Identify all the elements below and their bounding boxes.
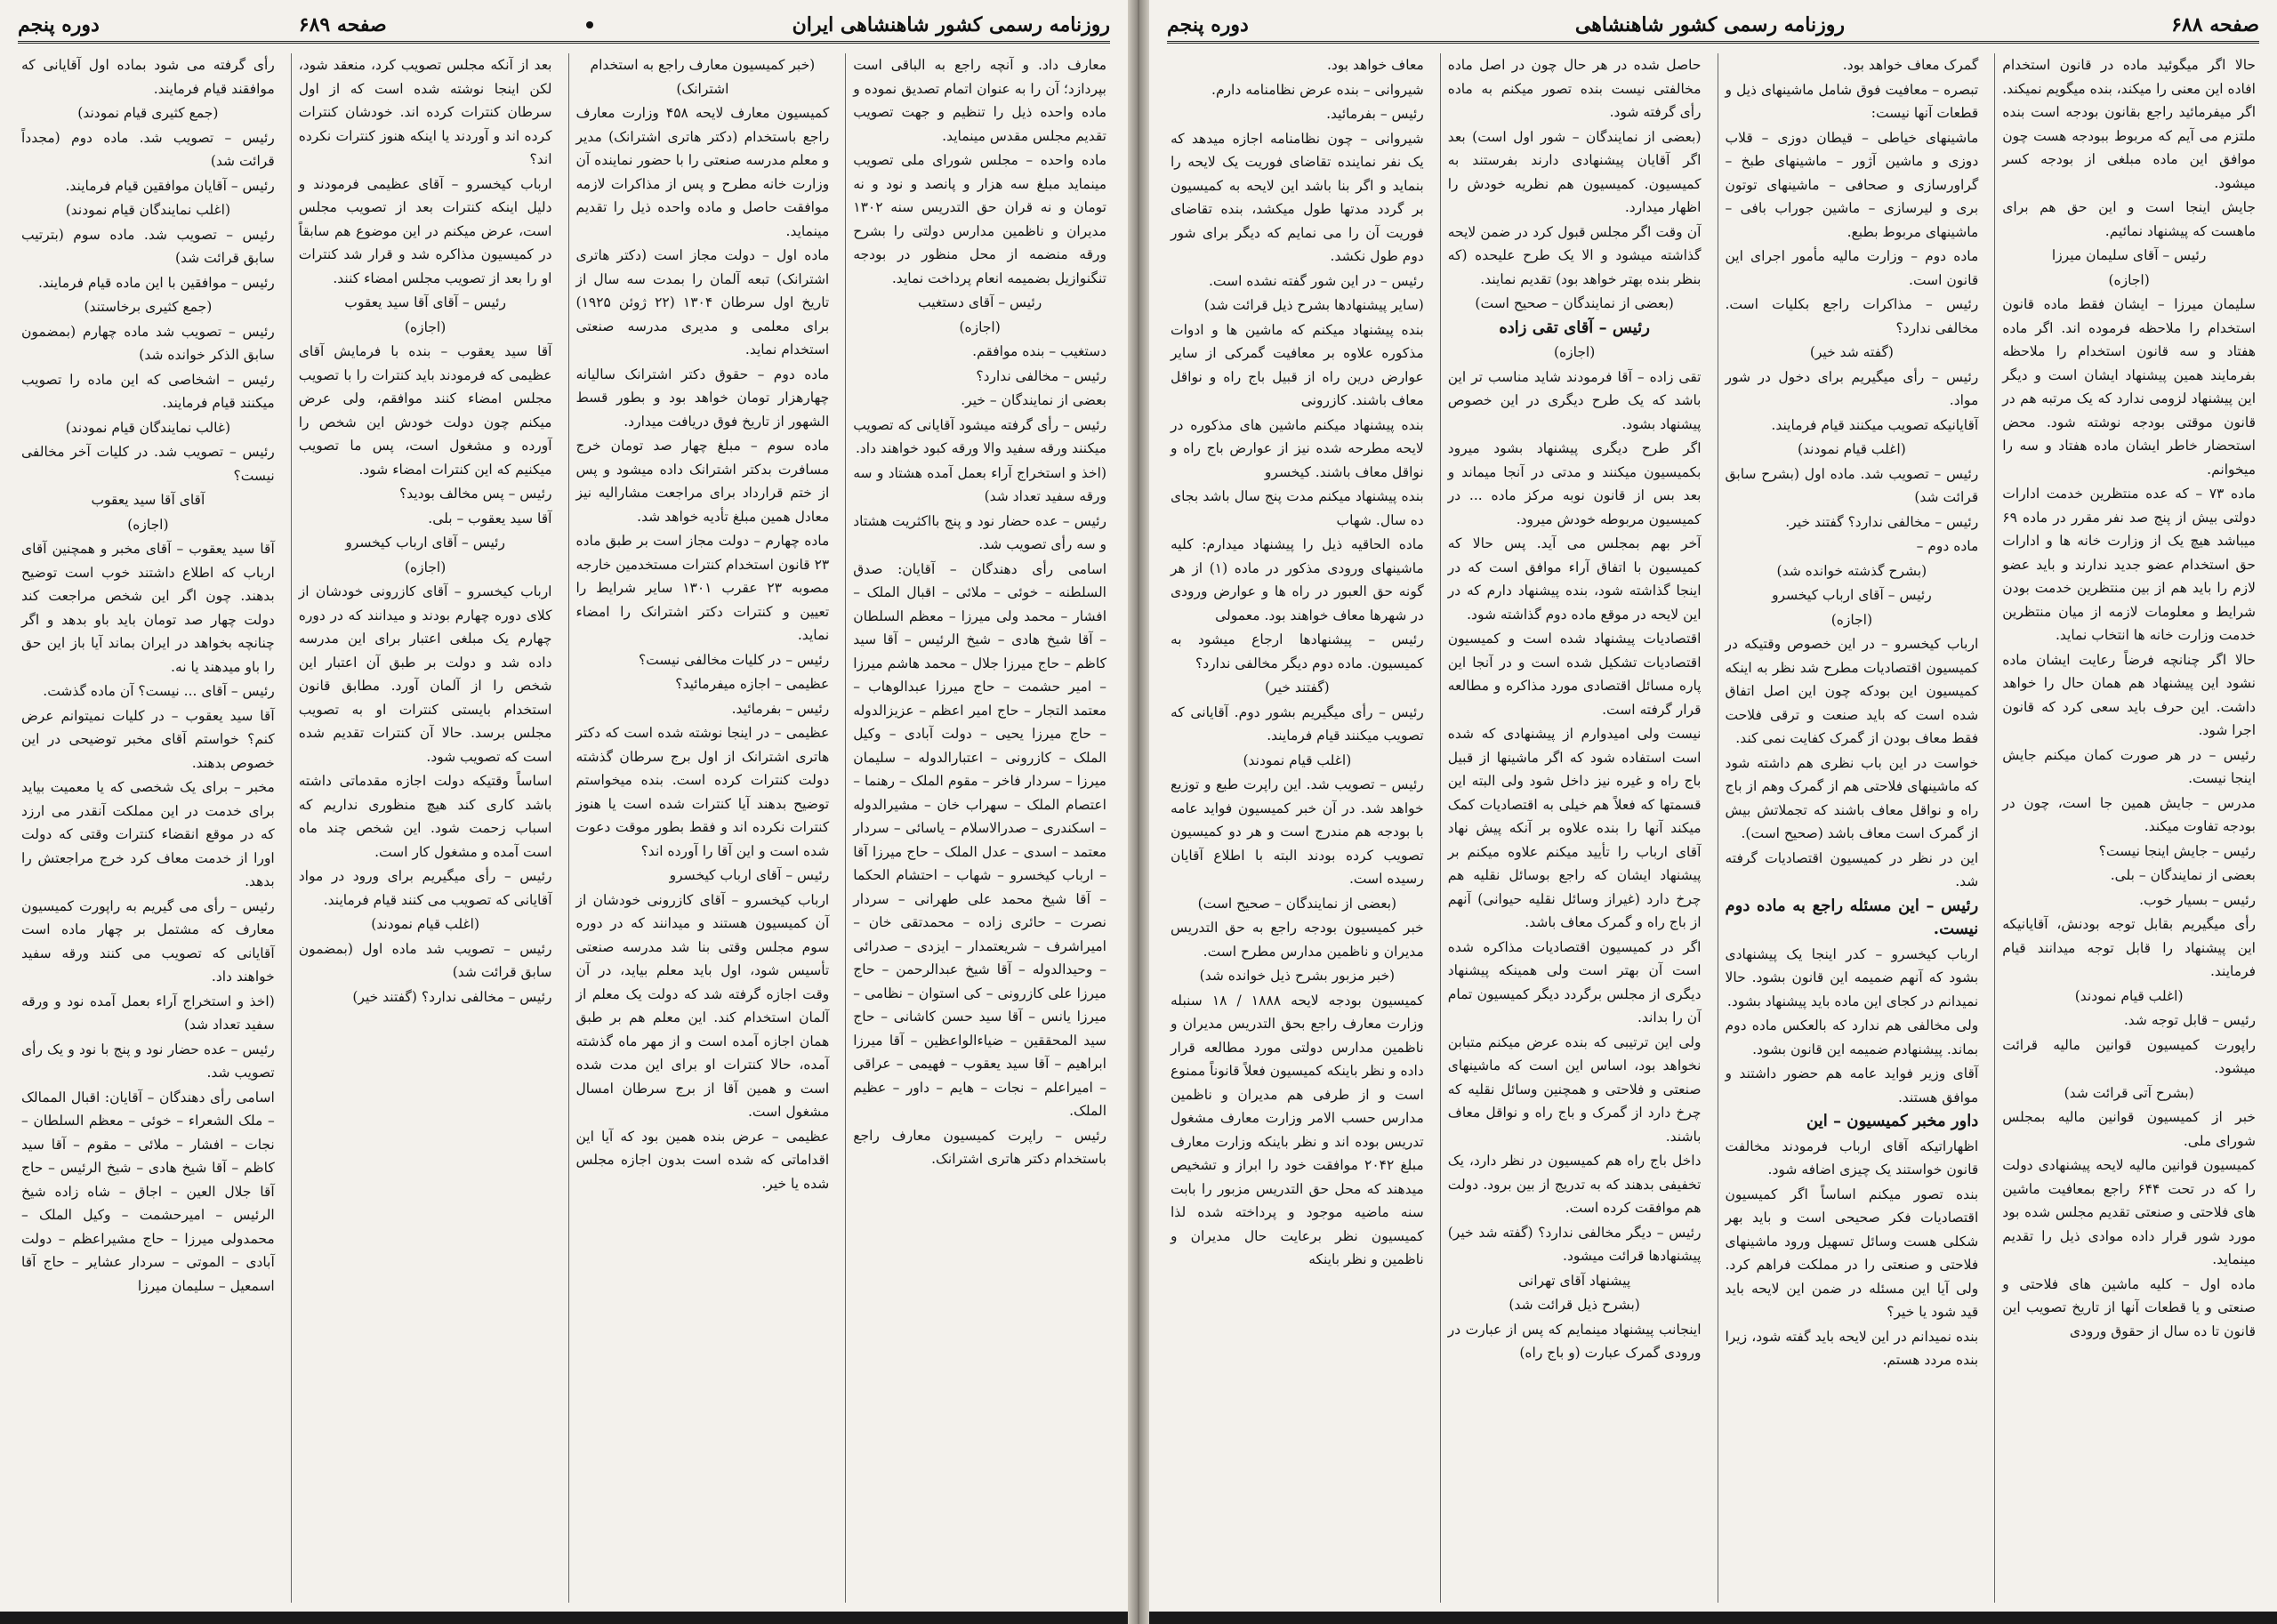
header-dot-icon bbox=[586, 21, 593, 28]
paragraph: ارباب کیخسرو – کدر اینجا یک پیشنهادی بشود که آنهم ضمیمه این قانون بشود. حالا نمیدانم در کجای این ماده باید پیشنهاد بشود. bbox=[1725, 945, 1979, 1009]
paragraph: آقای وزیر فواید عامه هم حضور داشتند و موافق هستند. bbox=[1725, 1065, 1979, 1105]
paragraph: ماده واحده – مجلس شورای ملی تصویب مینماید مبلغ سه هزار و پانصد و نود و نه تومان و نه قران حق التدریس سنه ۱۳۰۲ مدیران و ناظمین مدارس دولتی را بشرح ورقه منضمه از محل منظور در بودجه تنگنوازیل بضمیمه انعام پرداخت نماید. bbox=[853, 152, 1106, 286]
paragraph: ولی مخالفی هم ندارد که بالعکس ماده دوم بماند. پیشنهادم ضمیمه این قانون بشود. bbox=[1725, 1017, 1979, 1057]
paragraph: ولی این ترتیبی که بنده عرض میکنم متبابن نخواهد بود، اساس این است که ماشینهای صنعتی و فلاحتی و همچنین وسائل نقلیه که چرخ دارد از گمرک و باج راه و نواقل معاف باشند. bbox=[1447, 1033, 1702, 1145]
paragraph: ماده الحاقیه ذیل را پیشنهاد میدارم: کلیه ماشینهای ورودی مذکور در ماده (۱) از هر گونه حق العبور در راه ها و عوارض ورودی در شهرها معاف خواهند بود. معمولی bbox=[1171, 536, 1424, 623]
paragraph: رئیس – مذاکرات راجع بکلیات است. مخالفی ندارد؟ bbox=[1725, 296, 1979, 336]
paragraph: رئیس – آقای دستغیب bbox=[917, 294, 1042, 310]
paragraph: رئیس – رأی می گیریم به راپورت کمیسیون معارف که مشتمل بر چهار ماده است آقایانی که تصویب می کنند ورقه سفید خواهند داد. bbox=[21, 897, 275, 985]
paragraph: رئیس – تصویب شد. ماده دوم (مجدداً قرائت شد) bbox=[21, 129, 275, 169]
right-column-2 bbox=[1718, 53, 1986, 1603]
paragraph: ماده اول – دولت مجاز است (دکتر هاتری اشترانک) تبعه آلمان را بمدت سه سال از تاریخ اول سرطان ۱۳۰۴ (۲۲ ژوئن ۱۹۲۵) برای معلمی و مدیری مدرسه صنعتی استخدام نماید. bbox=[575, 247, 830, 358]
paragraph: (اخذ و استخراج آراء بعمل آمده هشتاد و سه ورقه سفید تعداد شد) bbox=[853, 464, 1106, 504]
paragraph: رئیس – تصویب شد ماده اول (بمضمون سابق قرائت شد) bbox=[298, 940, 552, 980]
right-columns bbox=[1163, 53, 2263, 1603]
left-page bbox=[0, 0, 1128, 1624]
paragraph: بعضی از نمایندگان – خیر. bbox=[961, 392, 1106, 408]
paragraph: آقا سید یعقوب – آقای مخبر و همچنین آقای ارباب که اطلاع داشتند خوب است توضیح بدهند. چون اگر این شخص مراجعت کند دولت چهار صد تومان باید باو بدهد و اگر چنانچه بخواهد در ایران بماند آیا باز این حق را باو میدهند یا نه. bbox=[21, 541, 275, 675]
paragraph: آقای آقا سید یعقوب bbox=[91, 492, 205, 508]
paragraph: عظیمی – در اینجا نوشته شده است که دکتر هاتری اشترانک از اول برج سرطان گذشته دولت کنترات کرده است. بنده میخواستم توضیح بدهند آیا کنترات شده است یا هنوز کنترات نکرده اند و فقط بطور موقت دعوت شده است و این آقا را آورده اند؟ bbox=[575, 725, 830, 859]
right-page-number: صفحه ۶۸۸ bbox=[2171, 13, 2259, 36]
paragraph: (بشرح آتی قرائت شد) bbox=[2064, 1084, 2194, 1101]
left-columns bbox=[14, 53, 1114, 1603]
paragraph: رئیس – مخالفی ندارد؟ bbox=[976, 367, 1106, 384]
paragraph: (اجازه) bbox=[404, 559, 447, 575]
paragraph: (سایر پیشنهادها بشرح ذیل قرائت شد) bbox=[1203, 297, 1424, 313]
paragraph: خبر کمیسیون بودجه راجع به حق التدریس مدیران و ناظمین مدارس مطرح است. bbox=[1171, 920, 1424, 960]
paragraph: ارباب کیخسرو – در این خصوص وقتیکه در کمیسیون اقتصادیات مطرح شد نظر به اینکه کمیسیون این بودکه چون این اصل اتفاق شده است که باید صنعت و ترقی فلاحت فقط معاف بودن از گمرک کفایت نمی کند. bbox=[1725, 636, 1979, 746]
right-column-1 bbox=[1994, 53, 2263, 1603]
paragraph: سلیمان میرزا – ایشان فقط ماده قانون استخدام را ملاحظه فرموده اند. اگر ماده هفتاد و سه قانون استخدام را ملاحظه بفرمایند همین پیشنهاد ایشان است و دیگر این پیشنهاد لزومی ندارد که یک مرتبه هم در قانون موقتی بودجه نوشته شود. محض استحضار خاطر ایشان ماده هفتاد و سه را میخوانم. bbox=[2002, 296, 2256, 478]
paragraph: رئیس – پس مخالف بودید؟ bbox=[399, 486, 552, 502]
paragraph: رئیس – رأی میگیریم برای ورود در مواد آقایانی که تصویب می کنند قیام فرمایند. bbox=[298, 868, 552, 908]
paragraph: ماده چهارم – دولت مجاز است بر طبق ماده ۲۳ قانون استخدام کنترات مستخدمین خارجه مصوبه ۲۳ عقرب ۱۳۰۱ سایر شرایط را تعیین و کنترات دکتر اشترانک را امضاء نماید. bbox=[575, 533, 830, 643]
paragraph: ماده دوم – bbox=[1916, 538, 1979, 554]
paragraph: (اجازه) bbox=[959, 318, 1001, 335]
paragraph: رئیس – قابل توجه شد. bbox=[2123, 1012, 2256, 1028]
paragraph: رئیس – بفرمائید. bbox=[1326, 106, 1424, 122]
paragraph: رئیس – رأی گرفته میشود آقایانی که تصویب میکنند ورقه سفید والا ورقه کبود خواهند داد. bbox=[853, 416, 1106, 456]
left-column-3 bbox=[291, 53, 559, 1603]
paragraph: آقا سید یعقوب – در کلیات نمیتوانم عرض کنم؟ خواستم آقای مخبر توضیحی در این خصوص بدهند. bbox=[21, 707, 275, 771]
paragraph: رئیس – رأی میگیریم بشور دوم. آقایانی که تصویب میکنند قیام فرمایند. bbox=[1171, 703, 1424, 744]
paragraph: (بعضی از نمایندگان – صحیح است) bbox=[1197, 895, 1397, 912]
left-column-4 bbox=[14, 53, 282, 1603]
paragraph: راپورت کمیسیون قوانین مالیه قرائت میشود. bbox=[2002, 1036, 2256, 1076]
paragraph: ماده دوم – وزارت مالیه مأمور اجرای این قانون است. bbox=[1725, 248, 1979, 288]
paragraph: (اغلب قیام نمودند) bbox=[1797, 441, 1906, 457]
paragraph: (بعضی از نمایندگان – صحیح است) bbox=[1475, 295, 1674, 311]
paragraph: (اجازه) bbox=[1553, 344, 1596, 360]
paragraph: رئیس – عده حضار نود و پنج با نود و یک رأی تصویب شد. bbox=[21, 1041, 275, 1081]
paragraph: عظیمی – اجازه میفرمائید؟ bbox=[675, 676, 830, 692]
paragraph: معارف داد. و آنچه راجع به الباقی است بپردازد؛ آن را به عنوان اتمام تصدیق نموده و ماده واحده ذیل را تنظیم و جهت تصویب تقدیم مجلس مقدس مینماید. bbox=[853, 57, 1106, 144]
paragraph: (گفتند خیر) bbox=[1265, 679, 1330, 695]
paragraph: بعد از آنکه مجلس تصویب کرد، منعقد شود، لکن اینجا نوشته شده است که از اول سرطان کنترات کرده اند. خودشان کنترات کرده اند و آوردند یا اینکه هنوز کنترات نکرده اند؟ bbox=[298, 57, 552, 167]
paragraph: دستغیب – بنده موافقم. bbox=[972, 343, 1106, 359]
right-bottom-bar bbox=[1149, 1612, 2277, 1624]
paragraph: خبر از کمیسیون قوانین مالیه بمجلس شورای ملی. bbox=[2002, 1109, 2256, 1149]
paragraph: عظیمی – عرض بنده همین بود که آیا این اقداماتی که شده است بدون اجازه مجلس شده یا خیر. bbox=[575, 1128, 830, 1192]
paragraph: رئیس – آقای ... نیست؟ آن ماده گذشت. bbox=[43, 683, 275, 699]
paragraph: نیست ولی امیدوارم از پیشنهادی که شده است استفاده شود که اگر ماشینها از قبیل باج راه و غیره نیز داخل شود ولی البته این قسمتها که فعلاً هم خیلی به اقتصادیات کمک میکند آنها را بنده علاوه بر آنکه پیش نهاد آقای ارباب را تأیید میکنم علاوه میکنم بر پیشنهاد ایشان که راجع بوسائل نقلیه هم چرخ دارد (غیراز وسائل نقلیه حیوانی) آنهم از باج راه و گمرک معاف باشد. bbox=[1447, 726, 1702, 930]
paragraph: کمیسیون قوانین مالیه لایحه پیشنهادی دولت را که در تحت ۶۴۴ راجع بمعافیت ماشین های فلاحتی و صنعتی تقدیم مجلس شده بود مورد شور قرار داده موادی ذیل را تقدیم مینماید. bbox=[2002, 1157, 2256, 1267]
paragraph: آقایانیکه تصویب میکنند قیام فرمایند. bbox=[1771, 416, 1979, 433]
paragraph: مدرس – جایش همین جا است، چون در بودجه تفاوت میکند. bbox=[2002, 794, 2256, 834]
paragraph: رأی میگیریم بقابل توجه بودنش، آقایانیکه این پیشنهاد را قابل توجه میدانند قیام فرمایند. bbox=[2002, 916, 2256, 979]
paragraph: (جمع کثیری قیام نمودند) bbox=[77, 105, 219, 121]
left-column-1 bbox=[845, 53, 1114, 1603]
paragraph: حالا اگر میگوئید ماده در قانون استخدام افاده این معنی را میکند، بنده میگویم نمیکند. اگر میفرمائید راجع بقانون بودجه است بنده ملتزم می آیم که مربوط ببودجه هست چون موافق این ماده مبلغی از بودجه کسر میشود. bbox=[2002, 57, 2256, 191]
paragraph: اظهاراتیکه آقای ارباب فرمودند مخالفت قانون خواستند یک چیزی اضافه شود. bbox=[1725, 1138, 1979, 1178]
right-column-4 bbox=[1163, 53, 1431, 1603]
right-page-header bbox=[1167, 9, 2259, 44]
paragraph: رئیس – آقایان موافقین قیام فرمایند. bbox=[65, 177, 275, 194]
paragraph: رئیس – در کلیات مخالفی نیست؟ bbox=[638, 651, 830, 668]
paragraph: حاصل شده در هر حال چون در اصل ماده مخالفتی نیست بنده تصور میکنم به ماده رأی گرفته شود. bbox=[1447, 57, 1702, 120]
paragraph: بنده پیشنهاد میکنم که ماشین ها و ادوات مذکوره علاوه بر معافیت گمرکی از سایر عوارض درین راه از قبیل باج راه و نواقل معاف باشند. کازرونی bbox=[1171, 321, 1424, 408]
left-bottom-bar bbox=[0, 1612, 1128, 1624]
paragraph: اسامی رأی دهندگان – آقایان: صدق السلطنه – خوئی – ملائی – اقبال الملک – افشار – محمد ولی میرزا – معظم السلطان – آقا شیخ هادی – شیخ الرئیس – آقا سید کاظم – حاج میرزا جلال – محمد هاشم میرزا – امیر حشمت – حاج میرزا عبدالوهاب – معتمد التجار – حاج امیر اعظم – عزیزالدوله – حاج میرزا یحیی – دولت آبادی – وکیل الملک – کازرونی – اعتبارالدوله – سلیمان میرزا – سردار فاخر – مقوم الملک – رهنما – اعتصام الملک – سهراب خان – مشیرالدوله – اسکندری – صدرالاسلام – یاسائی – سردار معتمد – اسدی – عدل الملک – حاج میرزا آقا – ارباب کیخسرو – شهاب – احتشام الحکما – آقا شیخ محمد علی طهرانی – سردار نصرت – حائری زاده – محمدتقی خان – امیراشرف – شریعتمدار – ایزدی – صدرائی – وحیدالدوله – آقا شیخ عبدالرحمن – حاج میرزا علی کازرونی – کی استوان – نظامی – میرزا یانس – آقا سید حسن کاشانی – حاج سید المحققین – ضیاءالواعظین – آقا میرزا ابراهیم – آقا سید یعقوب – فهیمی – عراقی – امیراعلم – نجات – هایم – داور – عظیم الملک. bbox=[853, 560, 1106, 1119]
paragraph: (خبر کمیسیون معارف راجع به استخدام اشترانک) bbox=[590, 57, 816, 97]
paragraph: اسامی رأی دهندگان – آقایان: اقبال الممالک – ملک الشعراء – خوئی – معظم السلطان – نجات – افشار – ملائی – مقوم – آقا سید کاظم – آقا شیخ هادی – شیخ الرئیس – حاج آقا جلال العین – اجاق – شاه زاده شیخ الرئیس – امیرحشمت – وکیل الملک – محمدولی میرزا – حاج مشیراعظم – دولت آبادی – الموتی – سردار عشایر – حاج آقا اسمعیل – سلیمان میرزا bbox=[21, 1089, 275, 1294]
paragraph: (اغلب نمایندگان قیام نمودند) bbox=[65, 202, 231, 218]
paragraph: رئیس – آقای سلیمان میرزا bbox=[2051, 247, 2207, 263]
paragraph: آقا سید یعقوب – بنده با فرمایش آقای عظیمی که فرمودند باید کنترات را با تصویب مجلس امضاء کنند موافقم، ولی عرض میکنم چون دولت خودش این شخص را آورده و مشغول است، پس ما تصویب میکنیم که این کنترات امضاء شود. bbox=[298, 343, 552, 478]
paragraph: ارباب کیخسرو – آقای کازرونی خودشان از کلای دوره چهارم بودند و میدانند که در دوره چهارم یک مبلغی اعتبار برای این مدرسه داده شد و دولت بر طبق آن اعتبار این شخص را از آلمان آورد. مطابق قانون استخدام بایستی کنترات او به تصویب مجلس برسد. حالا آن کنترات تقدیم شده است که تصویب شود. bbox=[298, 583, 552, 765]
paragraph: (بشرح ذیل قرائت شد) bbox=[1509, 1297, 1640, 1313]
paragraph: خواست در این باب نظری هم داشته شود که ماشینهای فلاحتی هم از گمرک وهم از باج راه و نواقل معاف باشند که تجملاتش بیش از گمرک است معاف باشد (صحیح است). bbox=[1725, 754, 1979, 841]
paragraph: ماده ۷۳ – که عده منتظرین خدمت ادارات دولتی بیش از پنج صد نفر مقرر در ماده ۶۹ میباشد هیچ یک از وزارت خانه ها و ادارات حق استخدام عضو جدید ندارند و باید عضو لازم را باید هم از بین منتظرین خدمت بودن شرایط و معلومات لازمه از میان منتظرین خدمت وزارت خانه ها انتخاب نماید. bbox=[2002, 486, 2256, 643]
paragraph: پیشنهاد آقای تهرانی bbox=[1518, 1272, 1631, 1289]
paragraph: رئیس – بفرمائید. bbox=[731, 700, 830, 717]
paragraph: رئیس – عده حضار نود و پنج بااکثریت هشتاد و سه رأی تصویب شد. bbox=[853, 512, 1106, 552]
paragraph: (گفته شد خیر) bbox=[1809, 344, 1894, 360]
paragraph: ارباب کیخسرو – آقای کازرونی خودشان از آن کمیسیون هستند و میدانند که در دوره سوم مجلس وقتی بنا شد مدرسه صنعتی تأسیس شود، اول باید معلم بیاید، در آن وقت اجازه گرفته شد که دولت یک معلم از آلمان استخدام کند. این معلم هم بر طبق همان اجازه آمده است و از مهر ماه گذشته آمده، حالا کنترات او برای این مدت شده است و همین آقا از برج سرطان امسال مشغول است. bbox=[575, 891, 830, 1120]
left-journal-title: روزنامه رسمی کشور شاهنشاهی ایران bbox=[792, 13, 1110, 36]
paragraph: رئیس – مخالفی ندارد؟ (گفتند خیر) bbox=[352, 988, 552, 1005]
paragraph: شیروانی – چون نظامنامه اجازه میدهد که یک نفر نماینده تقاضای فوریت یک لایحه را بنماید و اگر بنا باشد این لایحه به کمیسیون بر گردد مدتها طول میکشد، بنده تقاضای فوریت آن را می نمایم که دیگر برای شور دوم طول نکشد. bbox=[1171, 130, 1424, 264]
paragraph: رئیس – این مسئله راجع به ماده دوم نیست. bbox=[1725, 896, 1979, 938]
paragraph: بعضی از نمایندگان – بلی. bbox=[2110, 867, 2256, 883]
paragraph: رئیس – تصویب شد. این راپرت طبع و توزیع خواهد شد. در آن خبر کمیسیون فواید عامه با بودجه هم مندرج است و هر دو کمیسیون تصویب کرده بودند البته با اطلاع آقایان رسیده است. bbox=[1171, 776, 1424, 887]
paragraph: رئیس – آقای ارباب کیخسرو bbox=[345, 535, 505, 551]
paragraph: ارباب کیخسرو – آقای عظیمی فرمودند و دلیل اینکه کنترات بعد از تصویب مجلس است، عرض میکنم در این موضوع هم سابقاً در کمیسیون مذاکره شد و قرار شد کنترات او را بعد از تصویب مجلس امضاء کنند. bbox=[298, 175, 552, 286]
paragraph: (اغلب قیام نمودند) bbox=[371, 916, 479, 932]
paragraph: این در نظر در کمیسیون اقتصادیات گرفته شد. bbox=[1725, 849, 1979, 889]
paragraph: (بشرح گذشته خوانده شد) bbox=[1776, 562, 1927, 579]
paragraph: حالا اگر چنانچه فرضاً رعایت ایشان ماده نشود این پیشنهاد هم همان حال را خواهد داشت. این حرف باید سعی کرد که قانون اجرا شود. bbox=[2002, 651, 2256, 738]
right-column-3 bbox=[1440, 53, 1709, 1603]
paragraph: ماشینهای خیاطی – قیطان دوزی – قلاب دوزی و ماشین آژور – ماشینهای طبخ – گراورسازی و صحافی – ماشینهای توتون بری و لیرسازی – ماشین جوراب بافی – ماشینهای مربوط بطبع. bbox=[1725, 129, 1979, 240]
paragraph: (اغلب قیام نمودند) bbox=[2074, 987, 2184, 1004]
paragraph: بنده تصور میکنم اساساً اگر کمیسیون اقتصادیات فکر صحیحی است و باید بهر شکلی هست وسائل تسهیل ورود ماشینهای فلاحتی و صنعتی را در مملکت فراهم کرد. ولی آیا این مسئله در ضمن این لایحه باید قید شود یا خیر؟ bbox=[1725, 1186, 1979, 1320]
paragraph: اساساً وقتیکه دولت اجازه مقدماتی داشته باشد کاری کند هیچ منظوری نداریم که اسباب زحمت شود. این شخص چند ماه است آمده و مشغول کار است. bbox=[298, 773, 552, 860]
paragraph: معاف خواهد بود. bbox=[1326, 57, 1424, 73]
paragraph: مخبر – برای یک شخصی که یا معمیت بیاید برای خدمت در این مملکت آنقدر می ارزد که در موقع انقضاء کنترات وقتی که دولت اورا از خدمت معاف کرد خرج مراجعتش را بدهد. bbox=[21, 779, 275, 889]
paragraph: (جمع کثیری برخاستند) bbox=[84, 299, 213, 315]
left-column-2 bbox=[568, 53, 837, 1603]
left-page-number: صفحه ۶۸۹ bbox=[298, 13, 387, 36]
paragraph: رئیس – آقای آقا سید یعقوب bbox=[344, 294, 506, 310]
paragraph: (اجازه) bbox=[1830, 611, 1873, 628]
paragraph: اینجانب پیشنهاد مینمایم که پس از عبارت در ورودی گمرک عبارت (و باج راه) bbox=[1447, 1321, 1702, 1361]
paragraph: رئیس – تصویب شد. در کلیات آخر مخالفی نیست؟ bbox=[21, 444, 275, 484]
paragraph: (اجازه) bbox=[2108, 271, 2150, 288]
paragraph: رئیس – مخالفی ندارد؟ گفتند خیر. bbox=[1785, 513, 1979, 530]
left-session-label: دوره پنجم bbox=[18, 13, 100, 36]
paragraph: رئیس – موافقین با این ماده قیام فرمایند. bbox=[37, 274, 275, 291]
paragraph: اگر طرح دیگری پیشنهاد بشود میرود بکمیسیون میکنند و مدتی در آنجا میماند و بعد بس از قانون نوبه مرکز ماده ... در کمیسیون مربوطه خودش میرود. bbox=[1447, 440, 1702, 527]
paragraph: رئیس – در هر صورت کمان میکنم جایش اینجا نیست. bbox=[2002, 746, 2256, 786]
paragraph: (بعضی از نمایندگان – شور اول است) بعد اگر آقایان پیشنهادی دارند بفرستند به کمیسیون. کمیسیون هم نظریه خودش را اظهار میدارد. bbox=[1447, 128, 1702, 215]
right-page bbox=[1149, 0, 2277, 1624]
paragraph: اقتصادیات پیشنهاد شده است و کمیسیون اقتصادیات تشکیل شده است و در آنجا این پاره مسائل اقتصادی مورد مذاکره و مطالعه قرار گرفته است. bbox=[1447, 631, 1702, 718]
paragraph: رئیس – رأی میگیریم برای دخول در شور مواد. bbox=[1725, 368, 1979, 408]
paragraph: رئیس – تصویب شد. ماده سوم (بترتیب سابق قرائت شد) bbox=[21, 226, 275, 266]
paragraph: (اغلب قیام نمودند) bbox=[1243, 752, 1352, 768]
paragraph: رئیس – آقای ارباب کیخسرو bbox=[669, 867, 830, 883]
paragraph: آخر بهم بمجلس می آید. پس حالا که کمیسیون با اتفاق آراء موافق است که در اینجا گذاشته شود، بنده پیشنهاد دارم که در این لایحه در موقع ماده دوم گذاشته شود. bbox=[1447, 535, 1702, 623]
right-session-label: دوره پنجم bbox=[1167, 13, 1249, 36]
paragraph: (اخذ و استخراج آراء بعمل آمده نود و ورقه سفید تعداد شد) bbox=[21, 993, 275, 1033]
paragraph: رئیس – دیگر مخالفی ندارد؟ (گفته شد خیر) پیشنهادها قرائت میشود. bbox=[1447, 1224, 1702, 1264]
paragraph: گمرک معاف خواهد بود. bbox=[1842, 57, 1979, 73]
paragraph: ماده اول – کلیه ماشین های فلاحتی و صنعتی و یا قطعات آنها از تاریخ تصویب این قانون تا ده سال از حقوق ورودی bbox=[2002, 1275, 2256, 1339]
paragraph: رئیس – بسیار خوب. bbox=[2139, 891, 2256, 908]
paragraph: رئیس – اشخاصی که این ماده را تصویب میکنند قیام فرمایند. bbox=[21, 371, 275, 411]
paragraph: آقا سید یعقوب – بلی. bbox=[428, 510, 552, 527]
paragraph: رئیس – راپرت کمیسیون معارف راجع باستخدام دکتر هاتری اشترانک. bbox=[853, 1127, 1106, 1167]
paragraph: بنده پیشنهاد میکنم ماشین های مذکوره در لایحه مطرحه شده نیز از عوارض باج راه و نواقل معاف باشند. کیخسرو bbox=[1171, 416, 1424, 480]
paragraph: تقی زاده – آقا فرمودند شاید مناسب تر این باشد که یک طرح دیگری در این خصوص پیشنهاد بشود. bbox=[1447, 368, 1702, 432]
paragraph: آن وقت اگر مجلس قبول کرد در ضمن لایحه گذاشته میشود و الا یک طرح علیحده (که بنظر بنده بهتر خواهد بود) تقدیم نمایند. bbox=[1447, 223, 1702, 287]
paragraph: ماده سوم – مبلغ چهار صد تومان خرج مسافرت بدکتر اشترانک داده میشود و پس از ختم قرارداد برای مراجعت مشارالیه نیز معادل همین مبلغ تأدیه خواهد شد. bbox=[575, 438, 830, 525]
right-journal-title: روزنامه رسمی کشور شاهنشاهی bbox=[1574, 13, 1846, 36]
paragraph: رئیس – تصویب شد ماده چهارم (بمضمون سابق الذکر خوانده شد) bbox=[21, 323, 275, 363]
paragraph: رئیس – در این شور گفته نشده است. bbox=[1208, 272, 1424, 289]
paragraph: رئیس – پیشنهادها ارجاع میشود به کمیسیون. ماده دوم دیگر مخالفی ندارد؟ bbox=[1171, 631, 1424, 671]
paragraph: (غالب نمایندگان قیام نمودند) bbox=[65, 419, 231, 436]
paragraph: (اجازه) bbox=[127, 516, 169, 533]
paragraph: رئیس – آقای تقی زاده bbox=[1499, 318, 1650, 337]
paragraph: کمیسیون معارف لایحه ۴۵۸ وزارت معارف راجع باستخدام (دکتر هاتری اشترانک) مدیر و معلم مدرسه صنعتی را با حضور نماینده آن وزارت خانه مطرح و پس از مذاکرات لازمه موافقت حاصل و ماده واحده ذیل را تقدیم مینماید. bbox=[575, 105, 830, 239]
paragraph: رأی گرفته می شود بماده اول آقایانی که موافقند قیام فرمایند. bbox=[21, 57, 275, 97]
paragraph: رئیس – آقای ارباب کیخسرو bbox=[1772, 587, 1932, 603]
paragraph: بنده پیشنهاد میکنم مدت پنج سال باشد بجای ده سال. شهاب bbox=[1171, 488, 1424, 528]
paragraph: کمیسیون بودجه لایحه ۱۸۸۸ / ۱۸ سنبله وزارت معارف راجع بحق التدریس مدیران و ناظمین مدارس دولتی مورد مطالعه قرار داده و نظر باینکه کمیسیون فعلاً قانوناً ممنوع است و از طرفی هم مدیران و ناظمین مدارس حسب الامر وزارت معارف مشغول تدریس بوده اند و نظر باینکه وزارت معارف مبلغ ۲۰۴۲ موافقت خود را ابراز و تشخیص میدهند که محل حق التدریس مزبور را بابت سنه ماضیه موجود و پرداخته شده لذا کمیسیون نظر برعایت حال مدیران و ناظمین و نظر باینکه bbox=[1171, 992, 1424, 1267]
paragraph: داخل باج راه هم کمیسیون در نظر دارد، یک تخفیفی بدهند که به تدریج از بین برود. دولت هم موافقت کرده است. bbox=[1447, 1153, 1702, 1216]
paragraph: جایش اینجا است و این حق هم برای ماهست که پیشنهاد نمائیم. bbox=[2002, 199, 2256, 239]
paragraph: (اجازه) bbox=[404, 318, 447, 335]
paragraph: داور مخبر کمیسیون – این bbox=[1806, 1112, 1979, 1130]
paragraph: رئیس – تصویب شد. ماده اول (بشرح سابق قرائت شد) bbox=[1725, 465, 1979, 505]
binding-gutter bbox=[1128, 0, 1149, 1624]
paragraph: رئیس – جایش اینجا نیست؟ bbox=[2098, 842, 2256, 859]
paragraph: (خبر مزبور بشرح ذیل خوانده شد) bbox=[1199, 968, 1396, 984]
paragraph: تبصره – معافیت فوق شامل ماشینهای ذیل و قطعات آنها نیست: bbox=[1725, 81, 1979, 121]
paragraph: بنده نمیدانم در این لایحه باید گفته شود، زیرا بنده مردد هستم. bbox=[1725, 1328, 1979, 1368]
paragraph: شیروانی – بنده عرض نظامنامه دارم. bbox=[1211, 81, 1424, 98]
left-page-header bbox=[18, 9, 1110, 44]
paragraph: اگر در کمیسیون اقتصادیات مذاکره شده است آن بهتر است ولی همینکه پیشنهاد دیگری از مجلس برگردد دیگر کمیسیون تمام آن را بداند. bbox=[1447, 938, 1702, 1025]
paragraph: ماده دوم – حقوق دکتر اشترانک سالیانه چهارهزار تومان خواهد بود و بطور قسط الشهور از تاریخ فوق دریافت میدارد. bbox=[575, 366, 830, 430]
